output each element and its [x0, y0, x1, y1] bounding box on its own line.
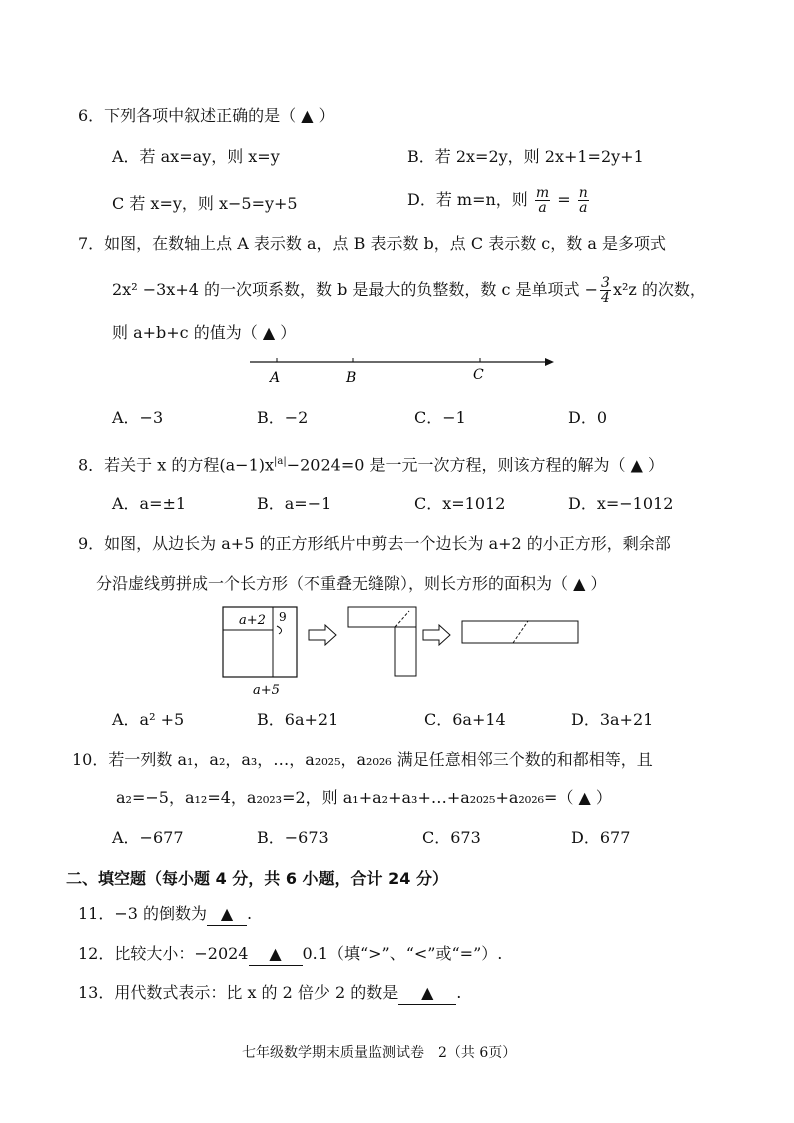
q12-answer-blank[interactable]: ▲: [249, 943, 303, 966]
q8-option-b: B．a=−1: [257, 494, 332, 513]
q6-option-d: [407, 186, 591, 215]
q10-option-b: B．−673: [257, 828, 329, 847]
dashed-cut-line-1: [395, 611, 409, 627]
q9-option-c: C．6a+14: [424, 710, 506, 729]
q7-line1: 7．如图，在数轴上点 A 表示数 a，点 B 表示数 b，点 C 表示数 c，数 a 是多项式: [78, 234, 666, 253]
l-shape-top: [348, 607, 416, 627]
q8-stem: 8．若关于 x 的方程$(a-1)x^{|a|}-2024=0$ 是一元一次方程，则该方程的解为（ ▲ ）: [78, 455, 664, 475]
q12: 12．比较大小：−2024 ▲ 0.1（填“>”、“<”或“=”）.: [78, 943, 502, 966]
dashed-cut-line-2: [513, 621, 528, 643]
q7-line3: 则 a+b+c 的值为（ ▲ ）: [112, 323, 297, 342]
label-a-plus-5: a+5: [253, 683, 280, 698]
q8-option-d: D．x=−1012: [568, 494, 674, 513]
label-a-plus-2: a+2: [239, 613, 266, 628]
q9-line1: 9．如图，从边长为 a+5 的正方形纸片中剪去一个边长为 a+2 的小正方形，剩余部: [78, 534, 671, 553]
q6-stem: 6．下列各项中叙述正确的是（ ▲ ）: [78, 106, 335, 125]
q13-answer-blank[interactable]: ▲: [398, 982, 456, 1005]
q13: 13．用代数式表示：比 x 的 2 倍少 2 的数是 ▲ .: [78, 982, 461, 1005]
q10-option-a: A．−677: [112, 828, 184, 847]
q7-option-b: B．−2: [257, 408, 309, 427]
q6-option-a: A．若 ax=ay，则 x=y: [112, 147, 280, 166]
page-footer: 七年级数学期末质量监测试卷 2（共 6页）: [242, 1045, 517, 1061]
square-cut-figure: [215, 600, 585, 700]
label-handwritten-9: 9: [279, 610, 287, 624]
handwritten-mark: [277, 626, 282, 634]
arrow-right-icon-2: [423, 625, 450, 645]
q9-option-b: B．6a+21: [257, 710, 339, 729]
q10-option-c: C．673: [422, 828, 481, 847]
q6-option-b: B．若 2x=2y，则 2x+1=2y+1: [407, 147, 644, 166]
fraction-n-over-a: $\frac{n}{a}$: [578, 185, 588, 216]
q7-option-d: D．0: [568, 408, 608, 427]
axis-label-a: A: [270, 370, 281, 386]
q10-option-d: D．677: [571, 828, 631, 847]
axis-label-b: B: [346, 370, 357, 386]
q11-answer-blank[interactable]: ▲: [207, 903, 247, 926]
number-line-figure: [240, 348, 560, 388]
q8-option-a: A．a=±1: [112, 494, 187, 513]
q10-line2: a₂=−5，a₁₂=4，a₂₀₂₃=2，则 a₁+a₂+a₃+…+a₂₀₂₅+a₂₀₂₆=（ ▲ ）: [116, 788, 612, 807]
q7-option-c: C．−1: [414, 408, 466, 427]
q9-option-d: D．3a+21: [571, 710, 654, 729]
q8-option-c: C．x=1012: [414, 494, 506, 513]
q11: 11．−3 的倒数为 ▲ .: [78, 903, 252, 926]
q10-line1: 10．若一列数 a₁，a₂，a₃，…，a₂₀₂₅，a₂₀₂₆ 满足任意相邻三个数的和都相等，且: [72, 750, 653, 769]
arrow-right-icon-1: [309, 625, 336, 645]
section-heading-fill-in: 二、填空题（每小题 4 分，共 6 小题，合计 24 分）: [66, 869, 448, 888]
fraction-m-over-a: $\frac{m}{a}$: [535, 185, 550, 216]
exponent-abs-a: |a|: [274, 456, 287, 467]
equals-sign: =: [557, 190, 571, 209]
q9-option-a: A．a² +5: [112, 710, 185, 729]
result-rectangle: [462, 621, 578, 643]
l-shape-side: [395, 627, 416, 676]
q9-line2: 分沿虚线剪拼成一个长方形（不重叠无缝隙），则长方形的面积为（ ▲ ）: [96, 574, 607, 593]
fraction-three-quarters: $\frac{3}{4}$: [601, 275, 610, 306]
axis-label-c: C: [473, 367, 484, 383]
q7-option-a: A．−3: [112, 408, 164, 427]
q6-option-c: C 若 x=y，则 x−5=y+5: [112, 194, 298, 213]
number-line-arrow-icon: [545, 358, 554, 366]
q7-line2: 2x² −3x+4 的一次项系数，数 b 是最大的负整数，数 c 是单项式 − $\frac{3}{4}$ x²z 的次数，: [112, 275, 706, 306]
q6-option-d-prefix: D．若 m=n，则: [407, 190, 528, 209]
